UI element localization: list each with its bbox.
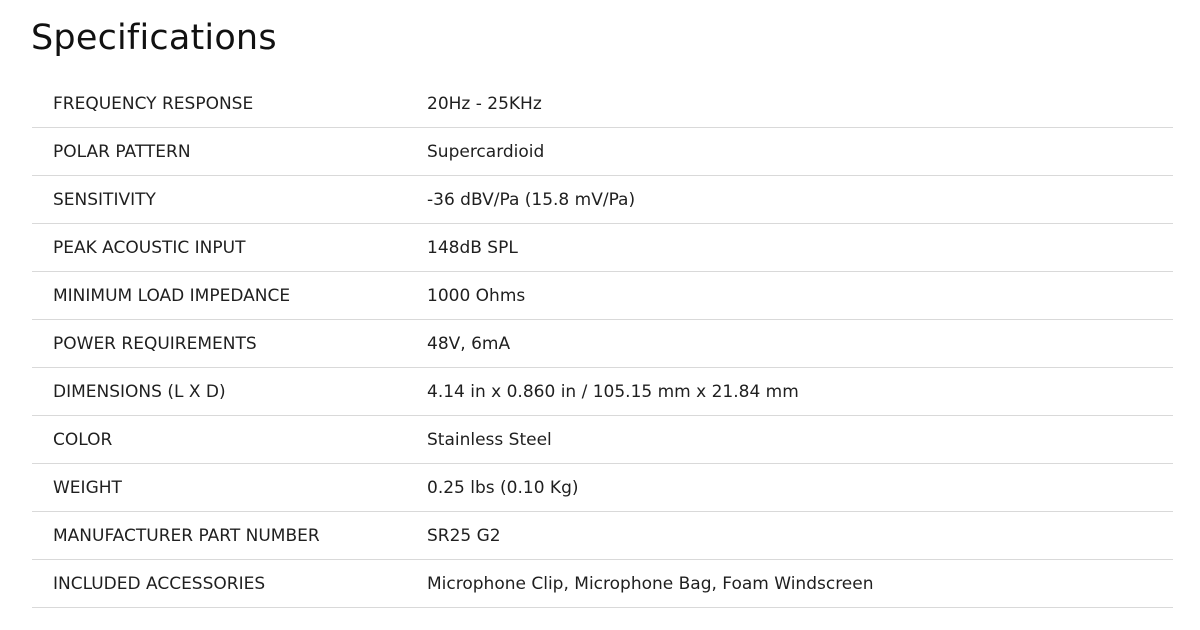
- spec-row-weight: [32, 464, 1173, 512]
- spec-value: Supercardioid: [427, 128, 1173, 176]
- spec-row-sensitivity: [32, 176, 1173, 224]
- specifications-table-body: [32, 80, 1173, 608]
- spec-label: MINIMUM LOAD IMPEDANCE: [32, 272, 427, 320]
- spec-label: PEAK ACOUSTIC INPUT: [32, 224, 427, 272]
- spec-row-dimensions: [32, 368, 1173, 416]
- spec-row-minimum-load-impedance: [32, 272, 1173, 320]
- spec-row-included-accessories: [32, 560, 1173, 608]
- spec-row-manufacturer-part-number: [32, 512, 1173, 560]
- spec-value: SR25 G2: [427, 512, 1173, 560]
- spec-row-polar-pattern: [32, 128, 1173, 176]
- spec-label: POWER REQUIREMENTS: [32, 320, 427, 368]
- spec-label: MANUFACTURER PART NUMBER: [32, 512, 427, 560]
- spec-row-frequency-response: [32, 80, 1173, 128]
- page-title: Specifications: [31, 18, 277, 58]
- spec-value: Microphone Clip, Microphone Bag, Foam Windscreen: [427, 560, 1173, 608]
- spec-value: -36 dBV/Pa (15.8 mV/Pa): [427, 176, 1173, 224]
- spec-label: FREQUENCY RESPONSE: [32, 80, 427, 128]
- spec-label: SENSITIVITY: [32, 176, 427, 224]
- spec-value: Stainless Steel: [427, 416, 1173, 464]
- spec-label: WEIGHT: [32, 464, 427, 512]
- spec-row-color: [32, 416, 1173, 464]
- spec-label: COLOR: [32, 416, 427, 464]
- spec-value: 148dB SPL: [427, 224, 1173, 272]
- specifications-table: [32, 80, 1173, 608]
- spec-row-peak-acoustic-input: [32, 224, 1173, 272]
- spec-value: 20Hz - 25KHz: [427, 80, 1173, 128]
- spec-value: 0.25 lbs (0.10 Kg): [427, 464, 1173, 512]
- spec-value: 4.14 in x 0.860 in / 105.15 mm x 21.84 mm: [427, 368, 1173, 416]
- spec-row-power-requirements: [32, 320, 1173, 368]
- spec-label: INCLUDED ACCESSORIES: [32, 560, 427, 608]
- spec-value: 1000 Ohms: [427, 272, 1173, 320]
- spec-value: 48V, 6mA: [427, 320, 1173, 368]
- spec-label: DIMENSIONS (L X D): [32, 368, 427, 416]
- spec-label: POLAR PATTERN: [32, 128, 427, 176]
